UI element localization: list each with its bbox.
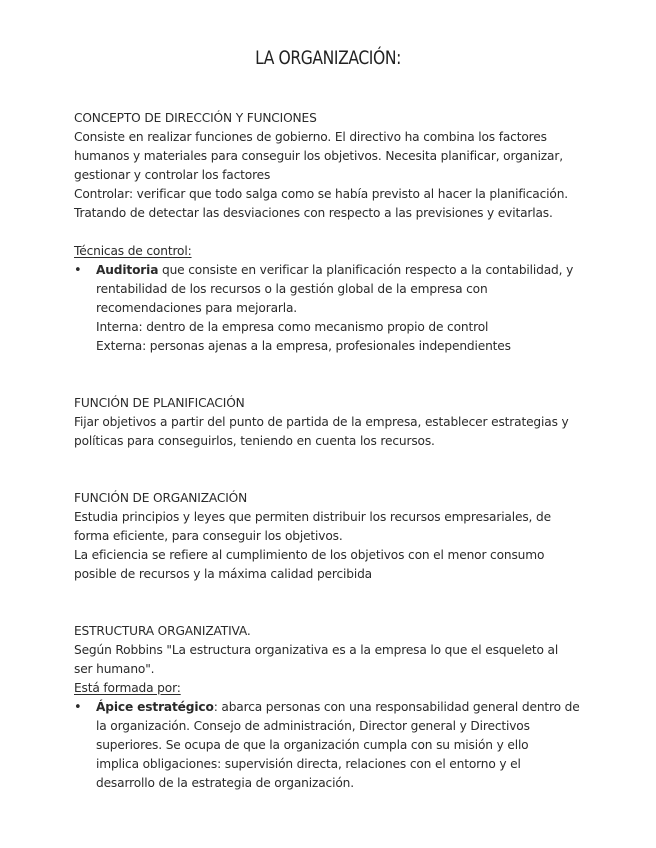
paragraph-line: La eficiencia se refiere al cumplimiento de los objetivos con el menor consumo xyxy=(74,548,545,562)
list-item-text: : abarca personas con una responsabilidad general dentro de xyxy=(213,700,580,714)
control-techniques-heading: Técnicas de control: xyxy=(74,244,192,258)
paragraph-line: Consiste en realizar funciones de gobierno. El directivo ha combina los factores xyxy=(74,130,547,144)
term-apice: Ápice estratégico xyxy=(96,700,214,714)
section-heading-planificacion: FUNCIÓN DE PLANIFICACIÓN xyxy=(74,396,245,410)
list-item-apice xyxy=(74,698,594,793)
list-item-text: rentabilidad de los recursos o la gestión global de la empresa con xyxy=(96,282,488,296)
paragraph-line: Tratando de detectar las desviaciones con respecto a las previsiones y evitarlas. xyxy=(74,206,553,220)
paragraph-line: Controlar: verificar que todo salga como se había previsto al hacer la planificación. xyxy=(74,187,569,201)
audit-interna: Interna: dentro de la empresa como mecanismo propio de control xyxy=(96,320,489,334)
list-item-text: recomendaciones para mejorarla. xyxy=(96,301,298,315)
control-list xyxy=(74,261,594,356)
audit-externa: Externa: personas ajenas a la empresa, profesionales independientes xyxy=(96,339,511,353)
bullet-icon: • xyxy=(74,700,82,715)
document-body xyxy=(74,109,594,793)
formada-por-label: Está formada por: xyxy=(74,681,181,695)
paragraph-line: gestionar y controlar los factores xyxy=(74,168,271,182)
estructura-list xyxy=(74,698,594,793)
paragraph-line: posible de recursos y la máxima calidad percibida xyxy=(74,567,373,581)
paragraph-line: Según Robbins "La estructura organizativa es a la empresa lo que el esqueleto al xyxy=(74,643,559,657)
paragraph-line: humanos y materiales para conseguir los objetivos. Necesita planificar, organizar, xyxy=(74,149,563,163)
list-item-auditoria xyxy=(74,261,594,356)
page-title: LA ORGANIZACIÓN: xyxy=(255,47,401,69)
list-item-text: la organización. Consejo de administración, Director general y Directivos xyxy=(96,719,530,733)
bullet-icon: • xyxy=(74,263,82,278)
section-heading-organizacion: FUNCIÓN DE ORGANIZACIÓN xyxy=(74,491,248,505)
paragraph-line: Estudia principios y leyes que permiten distribuir los recursos empresariales, de xyxy=(74,510,551,524)
term-auditoria: Auditoria xyxy=(96,263,159,277)
paragraph-line: políticas para conseguirlos, teniendo en cuenta los recursos. xyxy=(74,434,435,448)
list-item-text: desarrollo de la estrategia de organización. xyxy=(96,776,354,790)
paragraph-line: forma eficiente, para conseguir los objetivos. xyxy=(74,529,343,543)
paragraph-line: Fijar objetivos a partir del punto de partida de la empresa, establecer estrategias y xyxy=(74,415,569,429)
paragraph-line: ser humano". xyxy=(74,662,155,676)
section-heading-estructura: ESTRUCTURA ORGANIZATIVA. xyxy=(74,624,251,638)
section-heading-direccion: CONCEPTO DE DIRECCIÓN Y FUNCIONES xyxy=(74,111,317,125)
list-item-text: implica obligaciones: supervisión directa, relaciones con el entorno y el xyxy=(96,757,521,771)
list-item-text: que consiste en verificar la planificación respecto a la contabilidad, y xyxy=(158,263,574,277)
list-item-text: superiores. Se ocupa de que la organización cumpla con su misión y ello xyxy=(96,738,529,752)
